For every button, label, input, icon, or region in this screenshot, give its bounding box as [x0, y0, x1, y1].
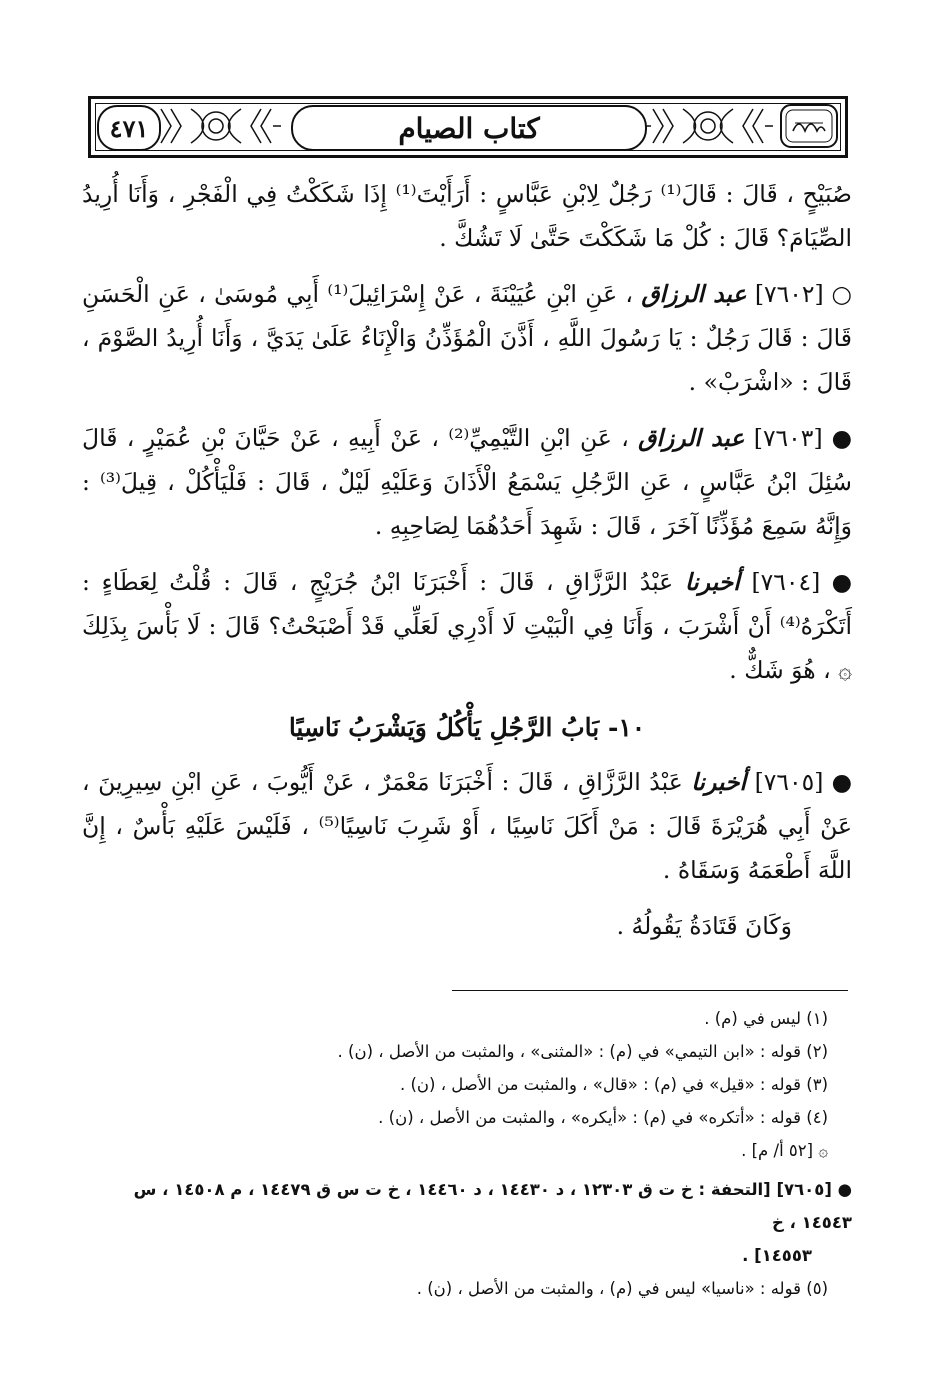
hadith-text: عَبْدُ الرَّزَّاقِ ، قَالَ : أَخْبَرَنَا ابْنُ جُرَيْجٍ ، قَالَ : قُلْتُ لِعَطَاءٍ : أَتَكْرَهُ⁽⁴⁾ أَنْ أَشْرَبَ ، وَأَنَا فِي الْبَيْتِ لَا أَدْرِي لَعَلِّي قَدْ أَصْبَحْتُ؟ قَالَ : لَا بَأْسَ بِذَلِكَ ۞ ، هُوَ شَكٌّ . — [82, 568, 852, 684]
narrator-name: أخبرنا — [691, 768, 747, 796]
footnote-3: (٣) قوله : «قيل» في (م) : «قال» ، والمثبت من الأصل ، (ن) . — [399, 1075, 828, 1094]
book-seal-logo — [779, 103, 839, 149]
ornament-right — [643, 103, 773, 149]
footnote-5: (٥) قوله : «ناسيا» ليس في (م) ، والمثبت من الأصل ، (ن) . — [416, 1279, 828, 1298]
main-text — [82, 172, 852, 948]
filled-circle-marker: ● — [831, 768, 852, 796]
page-number-cartouche — [97, 105, 161, 151]
hadith-7602 — [82, 272, 852, 404]
book-title: كتاب الصيام — [398, 111, 540, 145]
hadith-7605 — [82, 760, 852, 892]
footnote-4: (٤) قوله : «أتكره» في (م) : «أيكره» ، والمثبت من الأصل ، (ن) . — [378, 1108, 828, 1127]
filled-circle-marker: ● — [831, 424, 852, 452]
manuscript-marker-note: ۞ [٥٢ أ/ م] . — [741, 1141, 828, 1160]
footnote-1: (١) ليس في (م) . — [704, 1009, 828, 1028]
chapter-title-cartouche — [291, 105, 647, 151]
hadith-number: [٧٦٠٢] — [754, 280, 824, 308]
hadith-text: عَبْدُ الرَّزَّاقِ ، قَالَ : أَخْبَرَنَا مَعْمَرٌ ، عَنْ أَيُّوبَ ، عَنِ ابْنِ سِيرِينَ ، عَنْ أَبِي هُرَيْرَةَ قَالَ : مَنْ أَكَلَ نَاسِيًا ، أَوْ شَرِبَ نَاسِيًا⁽⁵⁾ ، فَلَيْسَ عَلَيْهِ بَأْسٌ ، إِنَّ اللَّهَ أَطْعَمَهُ وَسَقَاهُ . — [82, 768, 852, 884]
tohfa-line-2: ١٤٥٥٣] . — [742, 1246, 812, 1265]
narrator-name: عبد الرزاق — [641, 280, 747, 308]
hadith-text: ، عَنِ ابْنِ التَّيْمِيِّ⁽²⁾ ، عَنْ أَبِيهِ ، عَنْ حَيَّانَ بْنِ عُمَيْرٍ ، قَالَ سُئِلَ ابْنُ عَبَّاسٍ ، عَنِ الرَّجُلِ يَسْمَعُ الْأَذَانَ وَعَلَيْهِ لَيْلٌ ، قَالَ : فَلْيَأْكُلْ ، قِيلَ⁽³⁾ : وَإِنَّهُ سَمِعَ مُؤَذِّنًا آخَرَ ، قَالَ : شَهِدَ أَحَدُهُمَا لِصَاحِبِهِ . — [82, 424, 852, 540]
hadith-text: ، عَنِ ابْنِ عُيَيْنَةَ ، عَنْ إِسْرَائِيلَ⁽¹⁾ أَبِي مُوسَىٰ ، عَنِ الْحَسَنِ قَالَ : قَالَ رَجُلٌ : يَا رَسُولَ اللَّهِ ، أَذَّنَ الْمُؤَذِّنُ وَالْإِنَاءُ عَلَىٰ يَدَيَّ ، وَأَنَا أُرِيدُ الصَّوْمَ ، قَالَ : «اشْرَبْ» . — [82, 280, 852, 396]
footnote-2: (٢) قوله : «ابن التيمي» في (م) : «المثنى» ، والمثبت من الأصل ، (ن) . — [337, 1042, 828, 1061]
footnote-divider — [452, 990, 848, 991]
page-number: ٤٧١ — [109, 113, 149, 143]
filled-circle-marker: ● — [831, 568, 852, 596]
ornament-left — [151, 103, 281, 149]
narrator-name: عبد الرزاق — [638, 424, 745, 452]
hollow-circle-marker: ○ — [831, 280, 852, 308]
narrator-name: أخبرنا — [684, 568, 740, 596]
continuation-paragraph: صُبَيْحٍ ، قَالَ : قَالَ⁽¹⁾ رَجُلٌ لِابْنِ عَبَّاسٍ : أَرَأَيْتَ⁽¹⁾ إِذَا شَكَكْتُ فِي الْفَجْرِ ، وَأَنَا أُرِيدُ الصِّيَامَ؟ قَالَ : كُلْ مَا شَكَكْتَ حَتَّىٰ لَا تَشُكَّ . — [82, 180, 852, 252]
hadith-7603 — [82, 416, 852, 548]
tohfa-reference — [82, 1173, 852, 1272]
hadith-number: [٧٦٠٣] — [753, 424, 823, 452]
page-header — [88, 96, 848, 158]
hadith-7604 — [82, 560, 852, 692]
footnotes — [82, 1002, 852, 1305]
followup-line: وَكَانَ قَتَادَةُ يَقُولُهُ . — [616, 912, 792, 940]
tohfa-line-1: ● [٧٦٠٥] [التحفة : خ ت ق ١٢٣٠٣ ، د ١٤٤٣٠ ، د ١٤٤٦٠ ، خ ت س ق ١٤٤٧٩ ، م ١٤٥٠٨ ، س ١٤٥٤٣ ، خ — [133, 1180, 852, 1232]
chapter-heading: ١٠- بَابُ الرَّجُلِ يَأْكُلُ وَيَشْرَبُ نَاسِيًا — [288, 713, 646, 742]
hadith-number: [٧٦٠٤] — [751, 568, 821, 596]
hadith-number: [٧٦٠٥] — [754, 768, 824, 796]
